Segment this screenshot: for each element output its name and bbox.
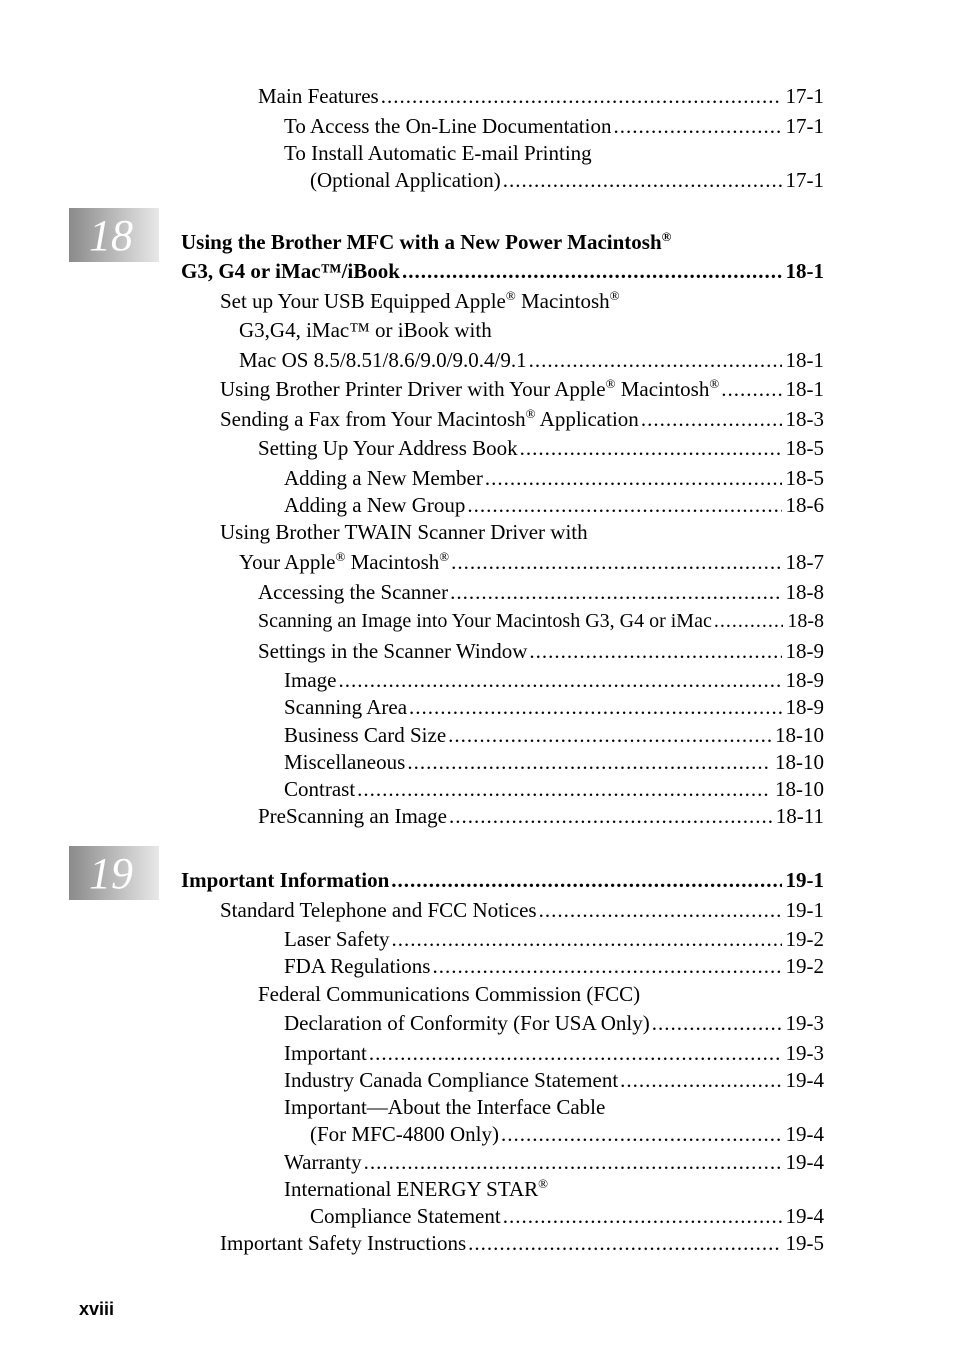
entry-title: Set up Your USB Equipped Apple (220, 289, 506, 313)
entry-title: Miscellaneous (284, 750, 406, 774)
registered-mark: ® (609, 288, 620, 303)
dot-leader (448, 722, 771, 748)
dot-leader (432, 953, 781, 979)
entry-page: 18-10 (775, 777, 824, 801)
entry-page: 19-5 (785, 1231, 824, 1255)
entry-page: 18-6 (785, 493, 824, 517)
registered-mark: ® (661, 229, 672, 244)
entry-page: 19-4 (785, 1204, 824, 1228)
entry-title: Federal Communications Commission (FCC) (258, 982, 641, 1006)
entry-page: 17-1 (785, 84, 824, 108)
entry-title: Compliance Statement (310, 1204, 501, 1228)
entry-page: 18-7 (785, 550, 824, 574)
entry-page: 17-1 (785, 168, 824, 192)
toc-entry-address-book[interactable] (258, 435, 824, 461)
toc-entry-fcc-declaration[interactable] (284, 1010, 824, 1036)
dot-leader (409, 694, 781, 720)
toc-entry-add-member[interactable] (284, 465, 824, 491)
chapter-tab-19 (69, 846, 159, 900)
entry-page: 18-1 (785, 377, 824, 401)
toc-entry-twain[interactable] (239, 549, 824, 575)
entry-title: Important Information (181, 868, 390, 892)
entry-title: FDA Regulations (284, 954, 431, 978)
entry-title: Warranty (284, 1150, 362, 1174)
dot-leader (449, 803, 772, 829)
entry-page: 19-4 (785, 1122, 824, 1146)
entry-title: G3,G4, iMac™ or iBook with (239, 318, 492, 342)
dot-leader (468, 1230, 781, 1256)
entry-title-cont: Macintosh (345, 550, 440, 574)
toc-entry-main-features[interactable] (258, 83, 824, 109)
entry-title: Important (284, 1041, 367, 1065)
toc-entry-safety[interactable] (220, 1230, 824, 1256)
entry-page: 19-1 (785, 868, 824, 892)
dot-leader (357, 776, 771, 802)
registered-mark: ® (439, 549, 450, 564)
dot-leader (520, 435, 782, 461)
entry-page: 18-10 (775, 723, 824, 747)
toc-chapter-18-title-line1[interactable] (181, 229, 671, 255)
entry-title-cont: Application (535, 407, 639, 431)
entry-title-part: Your Apple (239, 550, 336, 574)
toc-entry-fda[interactable] (284, 953, 824, 979)
dot-leader (391, 867, 781, 893)
chapter-number: 18 (89, 211, 133, 260)
entry-title: Using the Brother MFC with a New Power Macintosh (181, 230, 662, 254)
toc-entry-fcc-notices[interactable] (220, 897, 824, 923)
entry-title: Setting Up Your Address Book (258, 436, 518, 460)
entry-page: 18-8 (785, 580, 824, 604)
entry-page: 18-1 (785, 259, 824, 283)
entry-page: 18-9 (785, 639, 824, 663)
entry-page: 19-1 (785, 898, 824, 922)
entry-title-cont: Macintosh (615, 377, 710, 401)
dot-leader (451, 549, 781, 575)
entry-page: 18-8 (787, 610, 824, 632)
toc-entry-interface-line1[interactable] (284, 1094, 605, 1120)
entry-title: Accessing the Scanner (258, 580, 449, 604)
dot-leader (539, 897, 782, 923)
entry-title: Important Safety Instructions (220, 1231, 467, 1255)
entry-title: PreScanning an Image (258, 804, 447, 828)
dot-leader (402, 258, 782, 284)
entry-title: Adding a New Group (284, 493, 466, 517)
toc-entry-scanner-window[interactable] (258, 638, 824, 664)
toc-chapter-18-title[interactable] (181, 258, 824, 284)
entry-page: 18-1 (785, 348, 824, 372)
entry-title-part: Sending a Fax from Your Macintosh (220, 407, 526, 431)
entry-title: International ENERGY STAR (284, 1177, 539, 1201)
entry-title: Industry Canada Compliance Statement (284, 1068, 619, 1092)
dot-leader (392, 926, 782, 952)
registered-mark: ® (709, 376, 720, 391)
toc-entry-usb-setup-line2[interactable] (239, 317, 492, 343)
registered-mark: ® (525, 406, 536, 421)
toc-entry-misc[interactable] (284, 749, 824, 775)
entry-title: Scanning an Image into Your Macintosh G3, G4 or iMac (258, 610, 712, 632)
entry-page: 18-5 (785, 466, 824, 490)
toc-entry-image[interactable] (284, 667, 824, 693)
dot-leader (338, 667, 781, 693)
toc-entry-install-email[interactable] (310, 167, 824, 193)
entry-title: Declaration of Conformity (For USA Only) (284, 1011, 650, 1035)
entry-page: 19-2 (785, 954, 824, 978)
entry-title: Mac OS 8.5/8.51/8.6/9.0/9.0.4/9.1 (239, 348, 527, 372)
entry-page: 18-9 (785, 668, 824, 692)
dot-leader (407, 749, 771, 775)
toc-entry-energy-line1[interactable] (284, 1176, 548, 1202)
dot-leader (721, 376, 781, 402)
entry-title: G3, G4 or iMac™/iBook (181, 259, 400, 283)
entry-page: 19-3 (785, 1011, 824, 1035)
dot-leader (381, 83, 782, 109)
dot-leader (613, 113, 781, 139)
entry-title: Standard Telephone and FCC Notices (220, 898, 537, 922)
toc-entry-scanning-area[interactable] (284, 694, 824, 720)
entry-title: Scanning Area (284, 695, 408, 719)
entry-title: Using Brother TWAIN Scanner Driver with (220, 520, 588, 544)
entry-title: Adding a New Member (284, 466, 483, 490)
dot-leader (467, 492, 781, 518)
toc-entry-install-email-line1[interactable] (284, 140, 592, 166)
entry-title: Laser Safety (284, 927, 390, 951)
entry-title: (For MFC-4800 Only) (310, 1122, 500, 1146)
toc-entry-prescan[interactable] (258, 803, 824, 829)
entry-title-part: Using Brother Printer Driver with Your Apple (220, 377, 606, 401)
entry-page: 19-4 (785, 1150, 824, 1174)
toc-entry-important[interactable] (284, 1040, 824, 1066)
dot-leader (714, 608, 784, 634)
dot-leader (529, 347, 782, 373)
entry-title (220, 406, 639, 432)
chapter-tab-18 (69, 208, 159, 262)
toc-entry-access-online-docs[interactable] (284, 113, 824, 139)
toc-entry-usb-setup-line1[interactable] (220, 288, 620, 314)
toc-entry-business-card[interactable] (284, 722, 824, 748)
dot-leader (364, 1149, 782, 1175)
dot-leader (501, 1121, 781, 1147)
dot-leader (450, 579, 781, 605)
entry-title: Contrast (284, 777, 356, 801)
entry-page: 17-1 (785, 114, 824, 138)
entry-title: To Install Automatic E-mail Printing (284, 141, 592, 165)
toc-entry-usb-setup[interactable] (239, 347, 824, 373)
entry-title (220, 376, 719, 402)
entry-page: 18-5 (785, 436, 824, 460)
entry-title: Image (284, 668, 337, 692)
toc-entry-industry-canada[interactable] (284, 1067, 824, 1093)
entry-page: 19-4 (785, 1068, 824, 1092)
dot-leader (503, 1203, 782, 1229)
entry-title: Business Card Size (284, 723, 447, 747)
entry-page: 18-9 (785, 695, 824, 719)
toc-entry-fcc-line1[interactable] (258, 981, 640, 1007)
dot-leader (652, 1010, 782, 1036)
entry-title: Settings in the Scanner Window (258, 639, 528, 663)
toc-entry-laser[interactable] (284, 926, 824, 952)
dot-leader (503, 167, 782, 193)
entry-title-cont: Macintosh (515, 289, 610, 313)
dot-leader (620, 1067, 781, 1093)
registered-mark: ® (335, 549, 346, 564)
toc-entry-warranty[interactable] (284, 1149, 824, 1175)
toc-entry-contrast[interactable] (284, 776, 824, 802)
entry-title: Important—About the Interface Cable (284, 1095, 606, 1119)
toc-entry-send-fax[interactable] (220, 406, 824, 432)
dot-leader (641, 406, 782, 432)
entry-page: 19-2 (785, 927, 824, 951)
entry-page: 18-10 (775, 750, 824, 774)
registered-mark: ® (605, 376, 616, 391)
entry-title: (Optional Application) (310, 168, 501, 192)
toc-entry-access-scanner[interactable] (258, 579, 824, 605)
entry-title: To Access the On-Line Documentation (284, 114, 612, 138)
entry-page: 19-3 (785, 1041, 824, 1065)
toc-entry-twain-line1[interactable] (220, 519, 588, 545)
toc-entry-printer-driver[interactable] (220, 376, 824, 402)
chapter-number: 19 (89, 849, 133, 898)
toc-entry-scan-image[interactable] (258, 608, 824, 634)
entry-page: 18-3 (785, 407, 824, 431)
page-number: xviii (79, 1299, 115, 1319)
entry-title: Main Features (258, 84, 379, 108)
registered-mark: ® (505, 288, 516, 303)
registered-mark: ® (538, 1176, 549, 1191)
toc-entry-interface[interactable] (310, 1121, 824, 1147)
entry-page: 18-11 (775, 804, 824, 828)
toc-entry-add-group[interactable] (284, 492, 824, 518)
dot-leader (369, 1040, 782, 1066)
toc-entry-energy[interactable] (310, 1203, 824, 1229)
dot-leader (529, 638, 781, 664)
dot-leader (485, 465, 782, 491)
toc-chapter-19-title[interactable] (181, 867, 824, 893)
entry-title (239, 549, 449, 575)
